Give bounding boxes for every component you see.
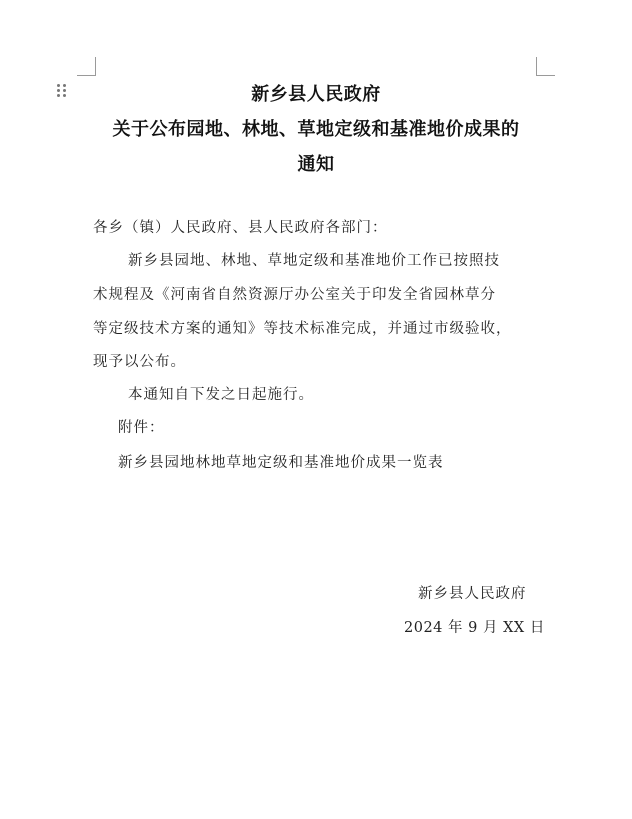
attachment-label: 附件： [118, 420, 165, 436]
salutation: 各乡（镇）人民政府、县人民政府各部门： [93, 220, 388, 236]
attachment-item: 新乡县园地林地草地定级和基准地价成果一览表 [118, 455, 444, 471]
table-move-handle-icon[interactable] [57, 84, 67, 98]
effective-date-paragraph: 本通知自下发之日起施行。 [128, 387, 314, 403]
paragraph-line: 等定级技术方案的通知》等技术标准完成，并通过市级验收， [93, 321, 512, 337]
document-title-type: 通知 [297, 154, 335, 175]
paragraph-line: 新乡县园地、林地、草地定级和基准地价工作已按照技 [128, 253, 500, 269]
paragraph-line: 现予以公布。 [93, 354, 186, 370]
signature-organization: 新乡县人民政府 [418, 586, 527, 602]
paragraph-line: 术规程及《河南省自然资源厅办公室关于印发全省园林草分 [93, 287, 496, 303]
document-title-issuer: 新乡县人民政府 [251, 84, 381, 105]
top-left-margin-mark [77, 57, 96, 76]
top-right-margin-mark [536, 57, 555, 76]
document-title-subject: 关于公布园地、林地、草地定级和基准地价成果的 [112, 119, 520, 140]
signature-date: 2024 年 9 月 XX 日 [404, 620, 545, 636]
